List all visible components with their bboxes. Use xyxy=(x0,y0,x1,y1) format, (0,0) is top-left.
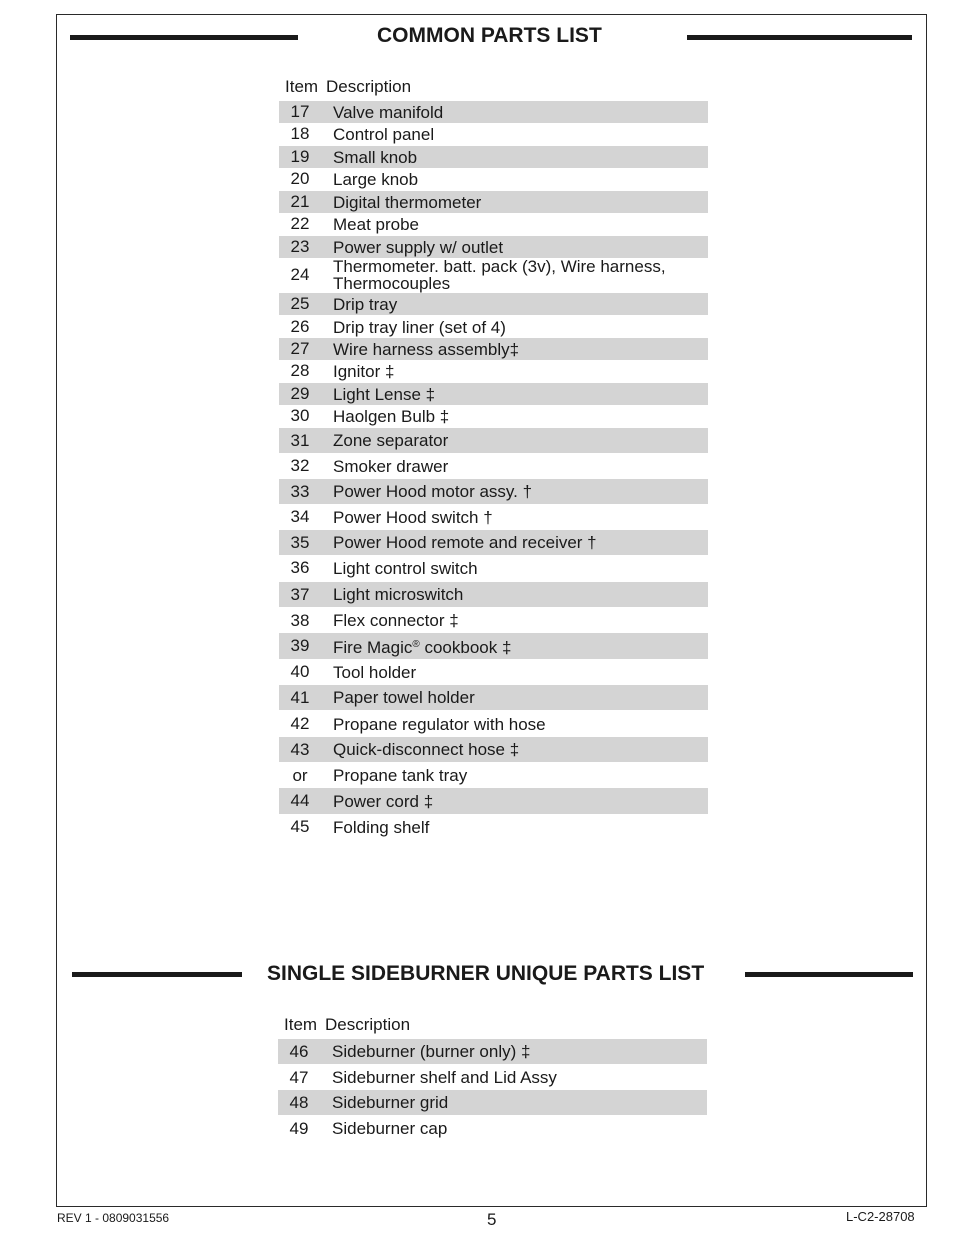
item-number: 40 xyxy=(290,662,310,681)
table-row xyxy=(279,504,708,530)
table-row xyxy=(279,685,708,710)
item-number: 26 xyxy=(290,317,310,336)
table-row xyxy=(279,608,708,633)
item-number: 18 xyxy=(290,124,310,143)
item-description: Large knob xyxy=(333,169,419,189)
item-number: 37 xyxy=(290,584,310,604)
item-description: Folding shelf xyxy=(333,817,430,837)
sideburner-parts-title: SINGLE SIDEBURNER UNIQUE PARTS LIST xyxy=(267,962,705,985)
item-description: Ignitor ‡ xyxy=(333,361,395,381)
table-row xyxy=(278,1116,707,1141)
item-number: 23 xyxy=(290,237,310,256)
item-number: 33 xyxy=(290,481,310,501)
common-col-description: Description xyxy=(326,77,412,96)
table-row xyxy=(278,1065,707,1090)
sideburner-col-item: Item xyxy=(284,1015,318,1034)
item-number: 46 xyxy=(289,1041,309,1061)
item-description: Propane tank tray xyxy=(333,766,468,785)
item-description: Paper towel holder xyxy=(333,688,475,707)
item-description: Control panel xyxy=(333,124,435,144)
item-number: 48 xyxy=(289,1092,309,1112)
table-row xyxy=(279,788,708,814)
sideburner-col-description: Description xyxy=(325,1015,411,1034)
table-row xyxy=(279,146,708,168)
item-number: 30 xyxy=(290,406,310,425)
table-row xyxy=(279,383,708,405)
item-description: Digital thermometer xyxy=(333,192,482,212)
document-code: L-C2-28708 xyxy=(846,1209,915,1224)
item-description: Sideburner shelf and Lid Assy xyxy=(332,1068,557,1087)
table-row xyxy=(279,479,708,504)
table-row xyxy=(279,405,708,427)
item-number: 49 xyxy=(289,1118,309,1138)
item-description: Light microswitch xyxy=(333,585,464,604)
item-number: 28 xyxy=(290,361,310,380)
item-number: 29 xyxy=(290,384,310,403)
item-number: 44 xyxy=(290,791,310,810)
item-description: Power Hood motor assy. † xyxy=(333,482,533,501)
item-description: Valve manifold xyxy=(333,102,444,122)
item-number: 21 xyxy=(290,192,310,211)
table-row xyxy=(279,763,708,788)
table-row xyxy=(279,168,708,190)
registered-mark: ® xyxy=(412,639,420,650)
item-number: 25 xyxy=(290,294,310,313)
table-row xyxy=(279,316,708,338)
table-row xyxy=(279,236,708,258)
item-description: Sideburner cap xyxy=(332,1119,448,1138)
item-number: 45 xyxy=(290,817,310,836)
revision-label: REV 1 - 0809031556 xyxy=(57,1211,170,1225)
item-description: Wire harness assembly‡ xyxy=(333,339,520,359)
table-row xyxy=(278,1039,707,1064)
item-description: Fire Magic® cookbook ‡ xyxy=(333,638,512,657)
item-number: 35 xyxy=(290,532,310,552)
item-description: Power supply w/ outlet xyxy=(333,237,504,257)
item-number: 22 xyxy=(290,214,310,233)
heading-rule-right xyxy=(687,35,912,40)
item-description: Smoker drawer xyxy=(333,456,449,476)
table-row xyxy=(279,257,708,293)
item-description: Thermometer. batt. pack (3v), Wire harness, Thermocouples xyxy=(333,257,666,293)
table-row xyxy=(279,711,708,737)
item-number: 41 xyxy=(290,687,310,707)
item-number: 47 xyxy=(289,1067,309,1087)
table-row xyxy=(279,814,708,840)
table-row xyxy=(279,428,708,453)
heading-rule-left xyxy=(72,972,242,977)
item-number: 43 xyxy=(290,739,310,759)
item-description: Sideburner grid xyxy=(332,1093,449,1112)
table-row xyxy=(278,1090,707,1115)
table-row xyxy=(279,293,708,315)
table-row xyxy=(279,338,708,360)
item-description: Propane regulator with hose xyxy=(333,714,546,734)
item-description: Light Lense ‡ xyxy=(333,384,436,404)
item-number: 34 xyxy=(290,507,310,526)
item-number: 31 xyxy=(290,430,310,450)
item-description: Zone separator xyxy=(333,431,449,450)
item-description: Flex connector ‡ xyxy=(333,611,459,630)
item-description: Drip tray liner (set of 4) xyxy=(333,317,506,337)
item-number: 39 xyxy=(290,636,310,655)
item-number: 27 xyxy=(290,339,310,358)
table-row xyxy=(279,191,708,213)
table-row xyxy=(279,633,708,659)
item-description: Light control switch xyxy=(333,558,478,578)
item-number: 32 xyxy=(290,456,310,475)
table-row xyxy=(279,659,708,685)
item-description: Meat probe xyxy=(333,214,419,234)
item-number: 19 xyxy=(290,147,310,166)
item-description: Drip tray xyxy=(333,294,398,314)
table-row xyxy=(279,582,708,607)
item-number: 42 xyxy=(290,714,310,733)
table-row xyxy=(279,123,708,145)
item-description: Small knob xyxy=(333,147,418,167)
table-row xyxy=(279,555,708,581)
common-parts-title: COMMON PARTS LIST xyxy=(377,24,602,47)
table-row xyxy=(279,453,708,479)
table-row xyxy=(279,101,708,123)
heading-rule-right xyxy=(745,972,913,977)
table-row xyxy=(279,213,708,235)
item-number: 24 xyxy=(290,265,310,284)
item-number: 17 xyxy=(290,102,310,121)
table-row xyxy=(279,530,708,555)
table-row xyxy=(279,360,708,382)
item-description: Power Hood switch † xyxy=(333,507,493,527)
item-description: Quick-disconnect hose ‡ xyxy=(333,740,520,759)
item-number: 36 xyxy=(290,558,310,577)
page-number: 5 xyxy=(487,1210,497,1229)
heading-rule-left xyxy=(70,35,298,40)
item-description: Sideburner (burner only) ‡ xyxy=(332,1042,531,1061)
table-row xyxy=(279,737,708,762)
item-description: Power cord ‡ xyxy=(333,791,434,811)
item-number: or xyxy=(292,765,308,785)
item-number: 20 xyxy=(290,169,310,188)
item-description: Tool holder xyxy=(333,662,417,682)
item-number: 38 xyxy=(290,610,310,630)
item-description: Power Hood remote and receiver † xyxy=(333,533,597,552)
common-col-item: Item xyxy=(285,77,319,96)
item-description: Haolgen Bulb ‡ xyxy=(333,406,450,426)
